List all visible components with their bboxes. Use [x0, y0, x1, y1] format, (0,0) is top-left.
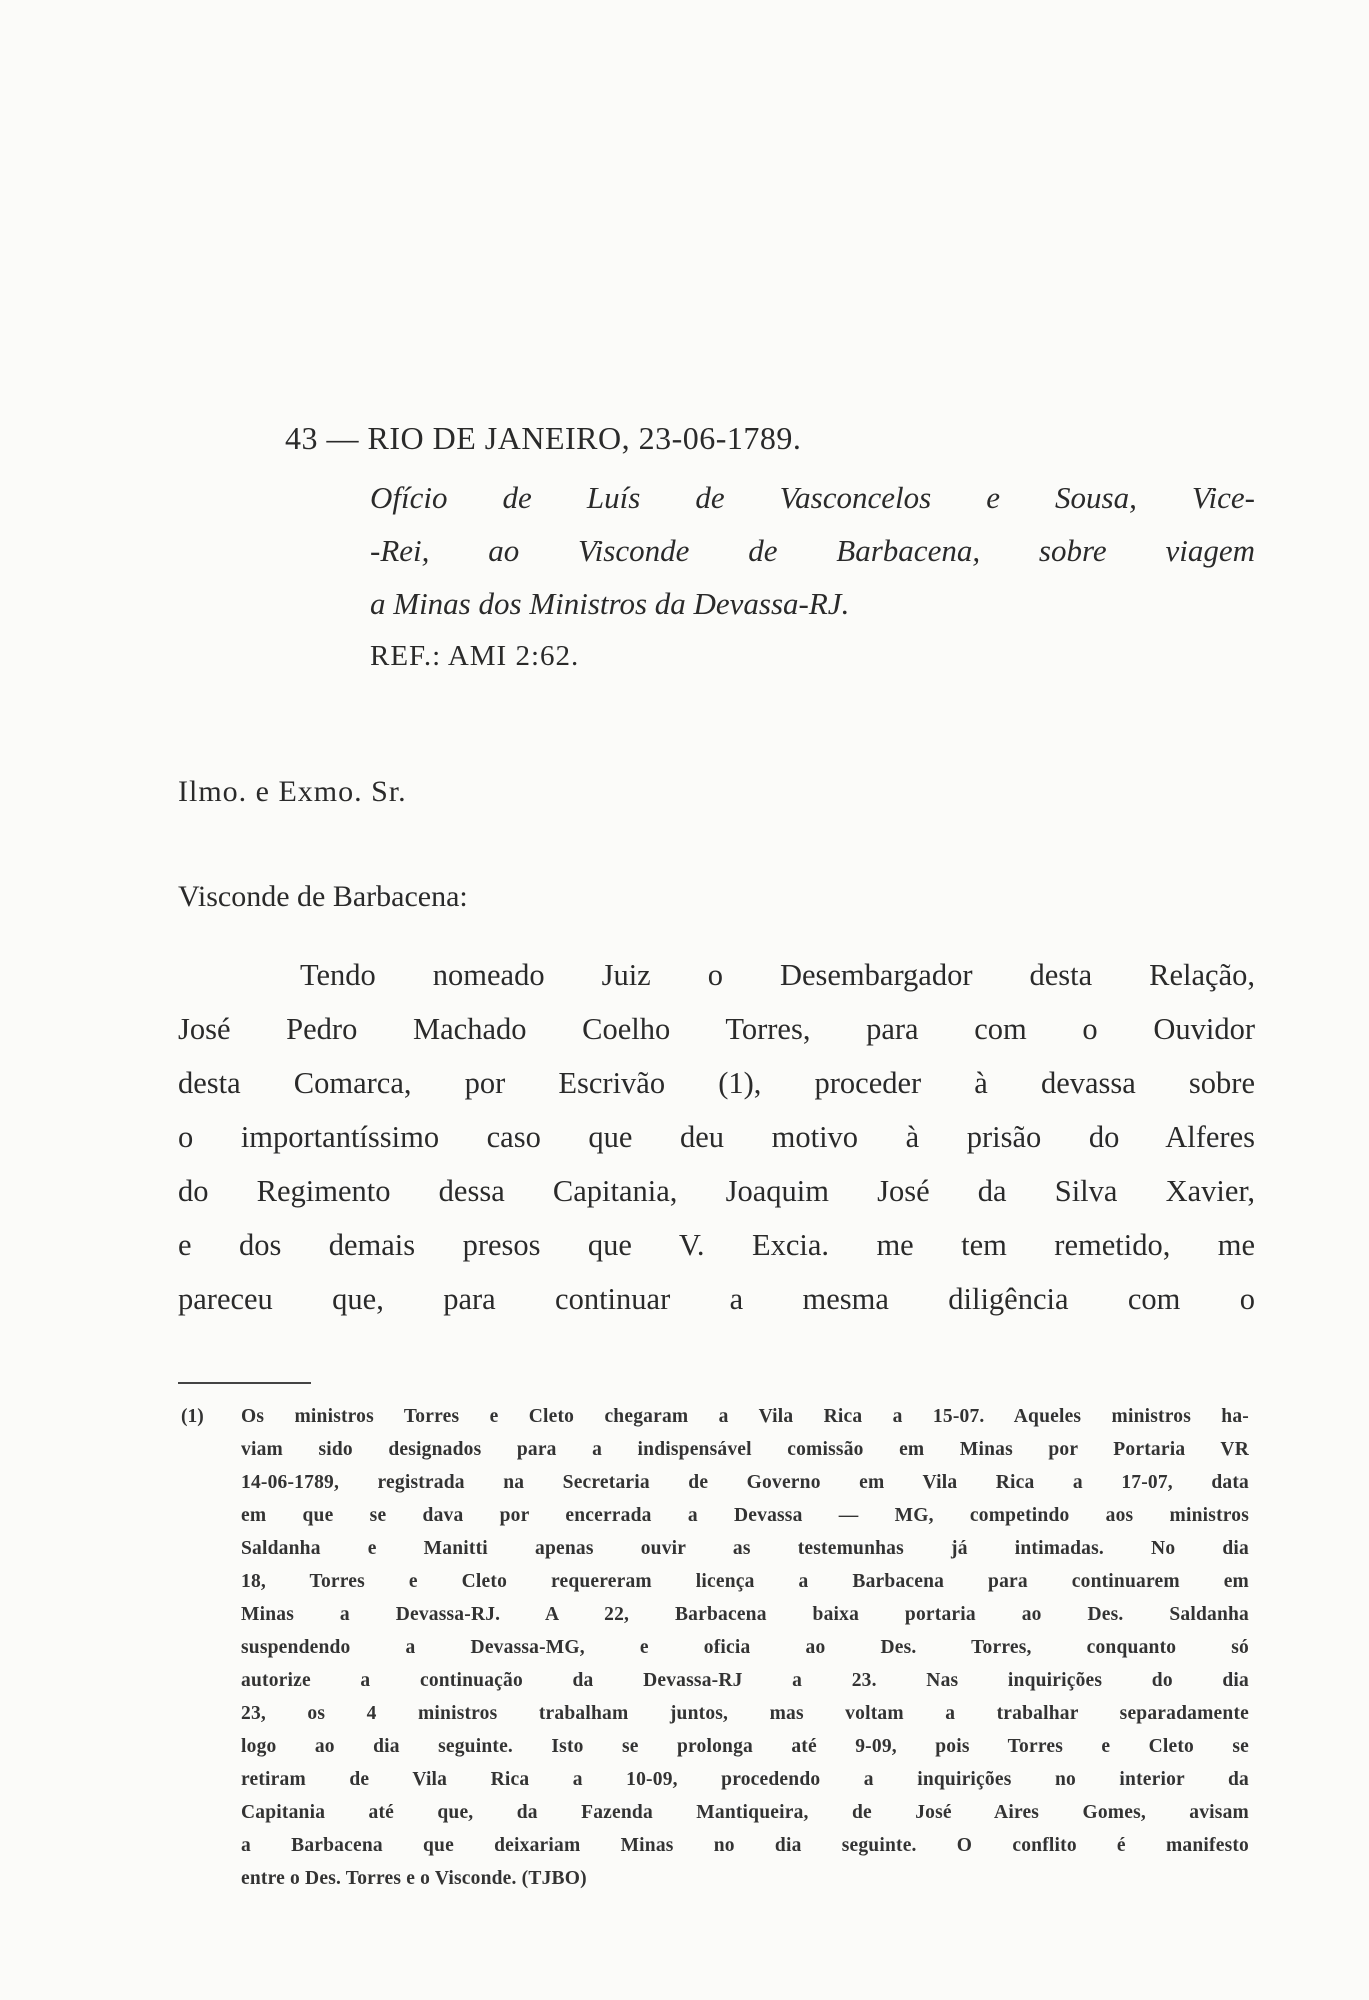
body-line: pareceu que, para continuar a mesma diligência com o: [178, 1282, 1255, 1316]
body-line: o importantíssimo caso que deu motivo à prisão do Alferes: [178, 1120, 1255, 1154]
footnote-line: 14-06-1789, registrada na Secretaria de Governo em Vila Rica a 17-07, data: [241, 1472, 1249, 1493]
footnote-number: (1): [181, 1406, 204, 1427]
footnote-line: 18, Torres e Cleto requereram licença a Barbacena para continuarem em: [241, 1571, 1249, 1592]
body-line: desta Comarca, por Escrivão (1), proceder à devassa sobre: [178, 1066, 1255, 1100]
body-line: e dos demais presos que V. Excia. me tem remetido, me: [178, 1228, 1255, 1262]
reference: REF.: AMI 2:62.: [370, 640, 580, 672]
footnote-line: em que se dava por encerrada a Devassa — MG, competindo aos ministros: [241, 1505, 1249, 1526]
footnote-line: suspendendo a Devassa-MG, e oficia ao Des. Torres, conquanto só: [241, 1637, 1249, 1658]
footnote-line: logo ao dia seguinte. Isto se prolonga até 9-09, pois Torres e Cleto se: [241, 1736, 1249, 1757]
footnote-line: viam sido designados para a indispensável comissão em Minas por Portaria VR: [241, 1439, 1249, 1460]
document-heading: 43 — RIO DE JANEIRO, 23-06-1789.: [285, 420, 802, 456]
footnote-line: entre o Des. Torres e o Visconde. (TJBO): [241, 1868, 587, 1889]
summary-line: Ofício de Luís de Vasconcelos e Sousa, Vice-: [370, 480, 1255, 515]
footnote-line: autorize a continuação da Devassa-RJ a 23. Nas inquirições do dia: [241, 1670, 1249, 1691]
footnote-line: Saldanha e Manitti apenas ouvir as testemunhas já intimadas. No dia: [241, 1538, 1249, 1559]
body-line: do Regimento dessa Capitania, Joaquim José da Silva Xavier,: [178, 1174, 1255, 1208]
footnote-line: retiram de Vila Rica a 10-09, procedendo a inquirições no interior da: [241, 1769, 1249, 1790]
footnote-line: 23, os 4 ministros trabalham juntos, mas voltam a trabalhar separadamente: [241, 1703, 1249, 1724]
summary-line: -Rei, ao Visconde de Barbacena, sobre viagem: [370, 533, 1255, 568]
body-line: Tendo nomeado Juiz o Desembargador desta Relação,: [300, 958, 1255, 992]
salutation: Ilmo. e Exmo. Sr.: [178, 775, 407, 808]
body-line: José Pedro Machado Coelho Torres, para com o Ouvidor: [178, 1012, 1255, 1046]
footnote-line: Capitania até que, da Fazenda Mantiqueira, de José Aires Gomes, avisam: [241, 1802, 1249, 1823]
footnote-divider: [178, 1382, 311, 1384]
footnote-line: Minas a Devassa-RJ. A 22, Barbacena baixa portaria ao Des. Saldanha: [241, 1604, 1249, 1625]
footnote-line: a Barbacena que deixariam Minas no dia seguinte. O conflito é manifesto: [241, 1835, 1249, 1856]
summary-line: a Minas dos Ministros da Devassa-RJ.: [370, 586, 850, 621]
addressee: Visconde de Barbacena:: [178, 880, 468, 913]
footnote-line: Os ministros Torres e Cleto chegaram a Vila Rica a 15-07. Aqueles ministros ha-: [241, 1406, 1249, 1427]
